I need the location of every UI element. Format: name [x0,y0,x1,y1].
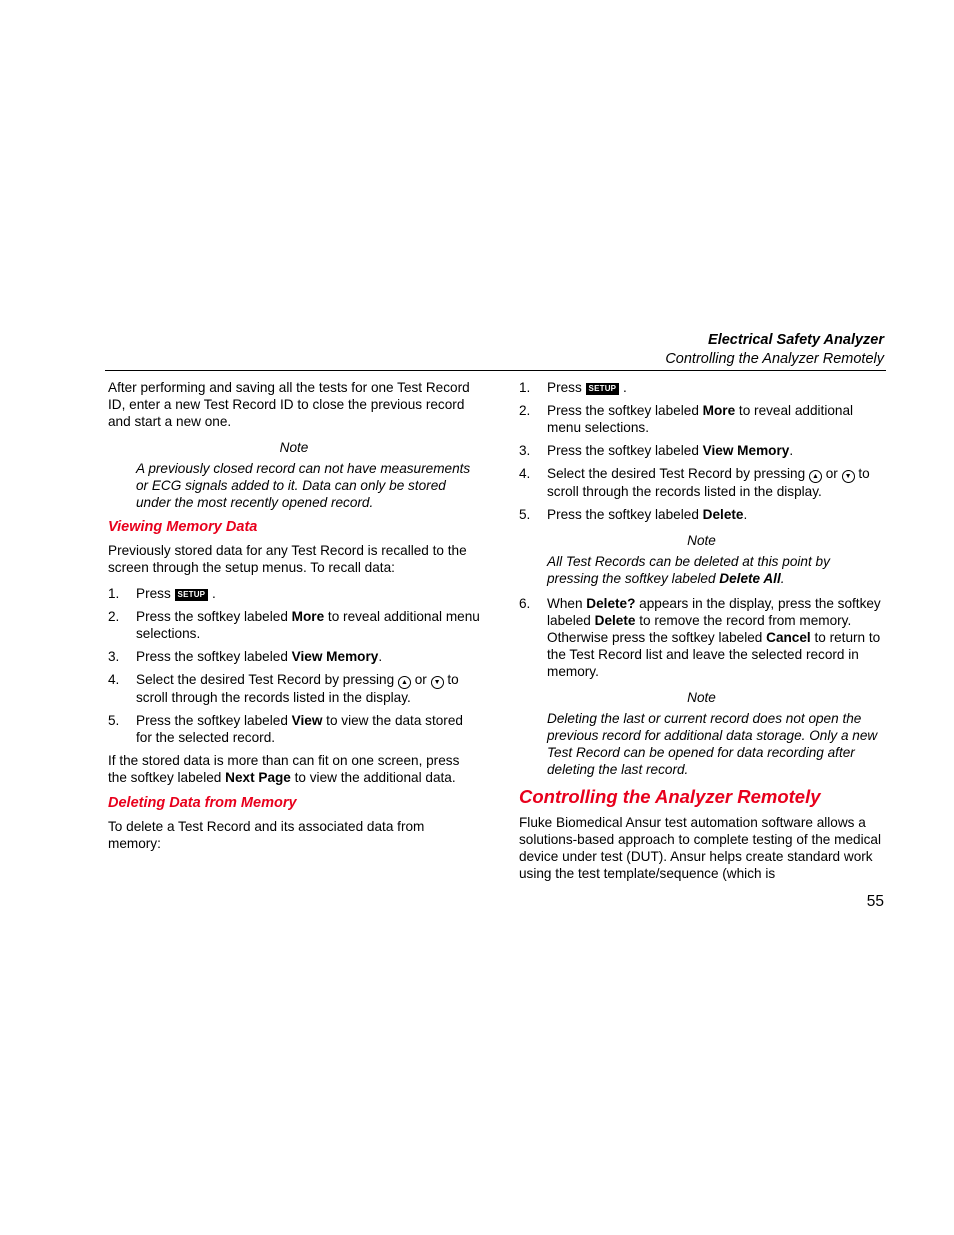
note-text: All Test Records can be deleted at this point by pressing the softkey labeled Delete All. [547,554,830,586]
running-header-title: Electrical Safety Analyzer [708,332,884,348]
note-label: Note [687,533,716,548]
step-1: 1. Press SETUP . [519,380,627,395]
step-2: 2. Press the softkey labeled More to reveal additional menu selections. [108,609,480,641]
step-4: 4. Select the desired Test Record by pressing ▲ or ▼ to scroll through the records listed in the display. [519,466,870,499]
up-arrow-key-icon: ▲ [398,676,411,689]
page-number: 55 [866,893,884,910]
right-column [519,379,884,891]
viewing-intro: Previously stored data for any Test Record is recalled to the screen through the setup menus. To recall data: [108,543,467,575]
left-column [108,379,480,861]
next-page-paragraph: If the stored data is more than can fit on one screen, press the softkey labeled Next Page to view the additional data. [108,753,460,785]
step-1: 1. Press SETUP . [108,586,216,601]
step-6: 6. When Delete? appears in the display, press the softkey labeled Delete to remove the record from memory. Otherwise press the softkey labeled Cancel to return to the Test Record list and leave the selected record in memory. [519,596,881,679]
step-5: 5. Press the softkey labeled View to view the data stored for the selected record. [108,713,463,745]
running-header-subtitle: Controlling the Analyzer Remotely [665,351,884,367]
down-arrow-key-icon: ▼ [842,470,855,483]
note-label: Note [687,690,716,705]
step-2: 2. Press the softkey labeled More to reveal additional menu selections. [519,403,854,435]
controlling-remotely-heading: Controlling the Analyzer Remotely [519,786,821,807]
note-label: Note [279,440,309,455]
note-text: A previously closed record can not have measurements or ECG signals added to it. Data can only be stored under the most recently opened record. [136,461,471,510]
step-5: 5. Press the softkey labeled Delete. [519,507,748,522]
setup-key-icon: SETUP [175,589,209,601]
step-3: 3. Press the softkey labeled View Memory. [519,443,794,458]
deleting-intro: To delete a Test Record and its associated data from memory: [108,819,425,851]
note-text: Deleting the last or current record does not open the previous record for additional data storage. Only a new Test Record can be opened for data recording after deleting the last record. [547,711,878,777]
viewing-memory-heading: Viewing Memory Data [108,519,258,535]
up-arrow-key-icon: ▲ [809,470,822,483]
step-4: 4. Select the desired Test Record by pressing ▲ or ▼ to scroll through the records listed in the display. [108,672,459,705]
controlling-paragraph: Fluke Biomedical Ansur test automation software allows a solutions-based approach to complete testing of the medical device under test (DUT). Ansur helps create standard work using the test template/sequence (which is [519,815,881,881]
header-rule [105,370,886,371]
deleting-memory-heading: Deleting Data from Memory [108,795,297,811]
intro-paragraph: After performing and saving all the tests for one Test Record ID, enter a new Test Record ID to close the previous record and start a new one. [108,380,470,429]
down-arrow-key-icon: ▼ [431,676,444,689]
step-3: 3. Press the softkey labeled View Memory. [108,649,383,664]
setup-key-icon: SETUP [586,383,620,395]
